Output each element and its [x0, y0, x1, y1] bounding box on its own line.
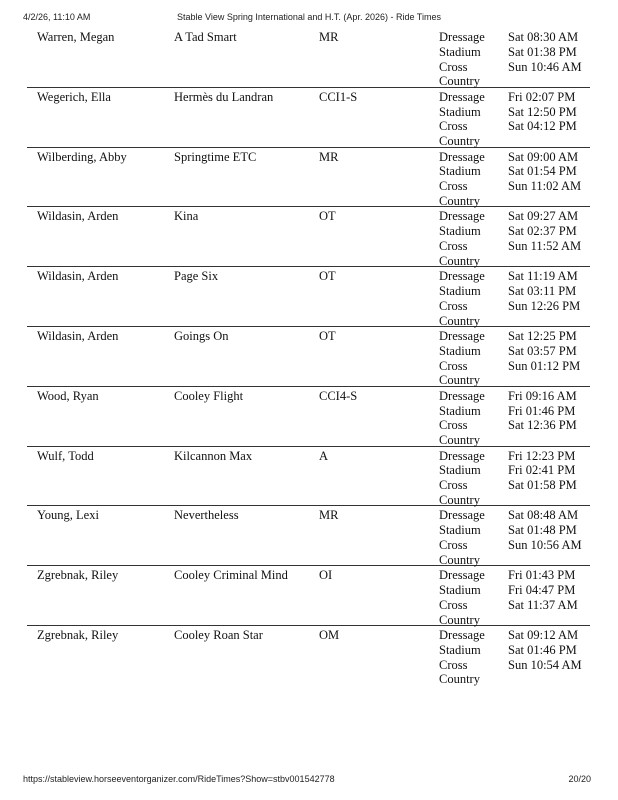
- stadium-time: Sat 12:50 PM: [508, 104, 577, 119]
- phase-labels: [439, 508, 509, 567]
- phase-dressage-label: Dressage: [439, 269, 485, 284]
- horse-name: Cooley Roan Star: [174, 627, 263, 642]
- table-row: [27, 88, 590, 148]
- phase-labels: [439, 269, 509, 328]
- phase-cross-label: Cross: [439, 478, 468, 493]
- phase-times: [508, 568, 598, 612]
- table-row: [27, 387, 590, 447]
- phase-country-label: Country: [439, 313, 480, 328]
- phase-dressage-label: Dressage: [439, 328, 485, 343]
- phase-country-label: Country: [439, 492, 480, 507]
- print-footer: [0, 774, 618, 788]
- rider-name: Wulf, Todd: [37, 448, 94, 463]
- rider-name: Wilberding, Abby: [37, 149, 127, 164]
- phase-dressage-label: Dressage: [439, 89, 485, 104]
- phase-cross-label: Cross: [439, 179, 468, 194]
- phase-dressage-label: Dressage: [439, 209, 485, 224]
- dressage-time: Sat 12:25 PM: [508, 328, 577, 343]
- dressage-time: Fri 02:07 PM: [508, 89, 576, 104]
- phase-times: [508, 508, 598, 552]
- stadium-time: Fri 04:47 PM: [508, 582, 576, 597]
- phase-times: [508, 150, 598, 194]
- phase-country-label: Country: [439, 253, 480, 268]
- horse-name: Hermès du Landran: [174, 89, 274, 104]
- phase-cross-label: Cross: [439, 418, 468, 433]
- phase-dressage-label: Dressage: [439, 30, 485, 44]
- phase-labels: [439, 568, 509, 627]
- division: OT: [319, 269, 336, 284]
- dressage-time: Sat 09:27 AM: [508, 209, 579, 224]
- page-title: Stable View Spring International and H.T. (Apr. 2026) - Ride Times: [177, 12, 441, 22]
- division: OT: [319, 209, 336, 224]
- phase-cross-label: Cross: [439, 537, 468, 552]
- stadium-time: Sat 02:37 PM: [508, 224, 577, 239]
- stadium-time: Sat 01:54 PM: [508, 164, 577, 179]
- phase-times: [508, 389, 598, 433]
- phase-dressage-label: Dressage: [439, 149, 485, 164]
- horse-name: Springtime ETC: [174, 149, 257, 164]
- rider-name: Zgrebnak, Riley: [37, 568, 119, 583]
- phase-country-label: Country: [439, 552, 480, 567]
- division: OT: [319, 328, 336, 343]
- table-row: [27, 267, 590, 327]
- division: MR: [319, 30, 339, 44]
- stadium-time: Sat 03:11 PM: [508, 283, 577, 298]
- phase-country-label: Country: [439, 612, 480, 627]
- page-url: https://stableview.horseeventorganizer.com/RideTimes?Show=stbv001542778: [23, 774, 335, 784]
- phase-labels: [439, 329, 509, 388]
- dressage-time: Sat 09:12 AM: [508, 627, 579, 642]
- print-header: [0, 12, 618, 26]
- phase-cross-label: Cross: [439, 358, 468, 373]
- phase-stadium-label: Stadium: [439, 403, 481, 418]
- phase-country-label: Country: [439, 672, 480, 687]
- phase-times: [508, 209, 598, 253]
- phase-cross-label: Cross: [439, 597, 468, 612]
- dressage-time: Sat 08:30 AM: [508, 30, 579, 44]
- phase-cross-label: Cross: [439, 238, 468, 253]
- table-row: [27, 28, 590, 88]
- dressage-time: Sat 11:19 AM: [508, 269, 578, 284]
- rider-name: Wildasin, Arden: [37, 209, 119, 224]
- phase-labels: [439, 628, 509, 687]
- division: OM: [319, 627, 340, 642]
- phase-country-label: Country: [439, 193, 480, 208]
- horse-name: Kina: [174, 209, 199, 224]
- division: A: [319, 448, 329, 463]
- dressage-time: Fri 09:16 AM: [508, 388, 577, 403]
- phase-dressage-label: Dressage: [439, 388, 485, 403]
- dressage-time: Fri 01:43 PM: [508, 568, 576, 583]
- division: MR: [319, 508, 339, 523]
- cross-country-time: Sun 12:26 PM: [508, 298, 581, 313]
- table-row: [27, 566, 590, 626]
- horse-name: A Tad Smart: [174, 30, 237, 44]
- phase-country-label: Country: [439, 74, 480, 89]
- table-row: [27, 506, 590, 566]
- division: MR: [319, 149, 339, 164]
- phase-dressage-label: Dressage: [439, 627, 485, 642]
- phase-cross-label: Cross: [439, 657, 468, 672]
- phase-stadium-label: Stadium: [439, 44, 481, 59]
- cross-country-time: Sat 11:37 AM: [508, 597, 578, 612]
- rider-name: Wildasin, Arden: [37, 269, 119, 284]
- horse-name: Kilcannon Max: [174, 448, 253, 463]
- cross-country-time: Sun 01:12 PM: [508, 358, 581, 373]
- table-row: [27, 626, 590, 686]
- stadium-time: Fri 02:41 PM: [508, 463, 576, 478]
- phase-stadium-label: Stadium: [439, 642, 481, 657]
- phase-labels: [439, 30, 509, 89]
- horse-name: Cooley Criminal Mind: [174, 568, 288, 583]
- phase-labels: [439, 90, 509, 149]
- phase-stadium-label: Stadium: [439, 523, 481, 538]
- horse-name: Nevertheless: [174, 508, 239, 523]
- stadium-time: Sat 03:57 PM: [508, 343, 577, 358]
- ride-times-table: [27, 28, 590, 686]
- cross-country-time: Sun 10:46 AM: [508, 59, 582, 74]
- phase-stadium-label: Stadium: [439, 343, 481, 358]
- phase-cross-label: Cross: [439, 59, 468, 74]
- rider-name: Wildasin, Arden: [37, 328, 119, 343]
- division: CCI4-S: [319, 388, 358, 403]
- phase-dressage-label: Dressage: [439, 448, 485, 463]
- horse-name: Goings On: [174, 328, 229, 343]
- rider-name: Warren, Megan: [37, 30, 115, 44]
- cross-country-time: Sun 11:52 AM: [508, 238, 582, 253]
- phase-stadium-label: Stadium: [439, 224, 481, 239]
- phase-times: [508, 269, 598, 313]
- phase-country-label: Country: [439, 373, 480, 388]
- phase-dressage-label: Dressage: [439, 568, 485, 583]
- rider-name: Wood, Ryan: [37, 388, 99, 403]
- phase-stadium-label: Stadium: [439, 283, 481, 298]
- phase-stadium-label: Stadium: [439, 104, 481, 119]
- phase-labels: [439, 209, 509, 268]
- division: OI: [319, 568, 333, 583]
- table-row: [27, 207, 590, 267]
- stadium-time: Sat 01:48 PM: [508, 523, 577, 538]
- cross-country-time: Sat 04:12 PM: [508, 119, 577, 134]
- rider-name: Zgrebnak, Riley: [37, 627, 119, 642]
- page-number: 20/20: [568, 774, 591, 784]
- dressage-time: Sat 09:00 AM: [508, 149, 579, 164]
- cross-country-time: Sat 12:36 PM: [508, 418, 577, 433]
- cross-country-time: Sat 01:58 PM: [508, 478, 577, 493]
- stadium-time: Sat 01:38 PM: [508, 44, 577, 59]
- rider-name: Wegerich, Ella: [37, 89, 111, 104]
- horse-name: Cooley Flight: [174, 388, 244, 403]
- phase-times: [508, 628, 598, 672]
- phase-labels: [439, 449, 509, 508]
- phase-country-label: Country: [439, 433, 480, 448]
- division: CCI1-S: [319, 89, 358, 104]
- horse-name: Page Six: [174, 269, 219, 284]
- table-row: [27, 447, 590, 507]
- phase-stadium-label: Stadium: [439, 463, 481, 478]
- phase-stadium-label: Stadium: [439, 164, 481, 179]
- rider-name: Young, Lexi: [37, 508, 99, 523]
- phase-cross-label: Cross: [439, 119, 468, 134]
- phase-labels: [439, 389, 509, 448]
- cross-country-time: Sun 10:54 AM: [508, 657, 582, 672]
- phase-dressage-label: Dressage: [439, 508, 485, 523]
- phase-times: [508, 449, 598, 493]
- phase-country-label: Country: [439, 134, 480, 149]
- phase-labels: [439, 150, 509, 209]
- phase-times: [508, 30, 598, 74]
- phase-times: [508, 90, 598, 134]
- table-row: [27, 327, 590, 387]
- cross-country-time: Sun 11:02 AM: [508, 179, 582, 194]
- table-row: [27, 148, 590, 208]
- phase-cross-label: Cross: [439, 298, 468, 313]
- dressage-time: Sat 08:48 AM: [508, 508, 579, 523]
- phase-times: [508, 329, 598, 373]
- stadium-time: Fri 01:46 PM: [508, 403, 576, 418]
- stadium-time: Sat 01:46 PM: [508, 642, 577, 657]
- phase-stadium-label: Stadium: [439, 582, 481, 597]
- print-datetime: 4/2/26, 11:10 AM: [23, 12, 91, 22]
- dressage-time: Fri 12:23 PM: [508, 448, 576, 463]
- cross-country-time: Sun 10:56 AM: [508, 537, 582, 552]
